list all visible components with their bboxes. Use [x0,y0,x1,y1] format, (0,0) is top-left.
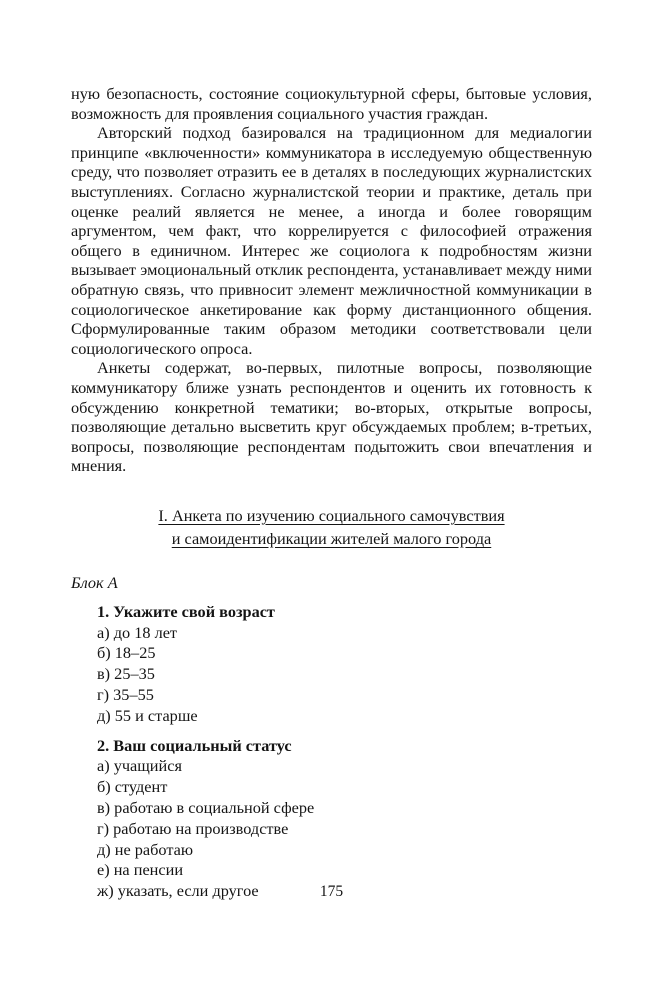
question-1-option-v: в) 25–35 [97,664,155,684]
question-1 [71,602,592,727]
paragraph: Анкеты содержат, во-первых, пилотные вопросы, позволяющие коммуникатору ближе узнать респондентов и оценить их готовность к обсуждению конкретной тематики; во-вторых, открытые вопросы, позволяющие детально высветить круг обсуждаемых проблем; в-третьих, вопросы, позволяющие респондентам подытожить свои впечатления и мнения. [71,358,592,476]
question-2-option-b: б) студент [97,777,168,797]
question-2 [71,736,592,902]
question-2-option-zh: ж) указать, если другое [97,881,259,901]
question-1-option-g: г) 35–55 [97,685,154,705]
question-1-option-a: а) до 18 лет [97,622,178,642]
page-number: 175 [319,883,344,900]
question-1-title: 1. Укажите свой возраст [97,601,275,621]
paragraph-continuation: ную безопасность, состояние социокультурной сферы, бытовые условия, возможность для проявления социального участия граждан. [71,84,592,123]
text-block [71,84,592,902]
block-label: Блок А [71,572,118,592]
question-2-title: 2. Ваш социальный статус [97,735,292,755]
question-2-option-a: а) учащийся [97,756,182,776]
question-2-option-g: г) работаю на производстве [97,818,289,838]
question-2-option-v: в) работаю в социальной сфере [97,798,315,818]
question-1-option-b: б) 18–25 [97,643,156,663]
section-heading-line-1: I. Анкета по изучению социального самочувствия [158,505,505,525]
paragraph: Авторский подход базировался на традиционном для медиалогии принципе «включенности» коммуникатора в исследуемую общественную среду, что позволяет отразить ее в деталях в последующих журналистских выступлениях. Согласно журналистской теории и практике, деталь при оценке реалий является не менее, а иногда и более говорящим аргументом, чем факт, что коррелируется с философией отражения общего в единичном. Интерес же социолога к подробностям жизни вызывает эмоциональный отклик респондента, устанавливает между ними обратную связь, что привносит элемент межличностной коммуникации в социологическое анкетирование как форму дистанционного общения. Сформулированные таким образом методики соответствовали цели социологического опроса. [71,123,592,358]
question-2-option-e: е) на пенсии [97,860,184,880]
question-1-option-d: д) 55 и старше [97,705,198,725]
section-heading-line-2: и самоидентификации жителей малого города [171,528,492,548]
question-2-option-d: д) не работаю [97,839,194,859]
section-heading [71,504,592,550]
